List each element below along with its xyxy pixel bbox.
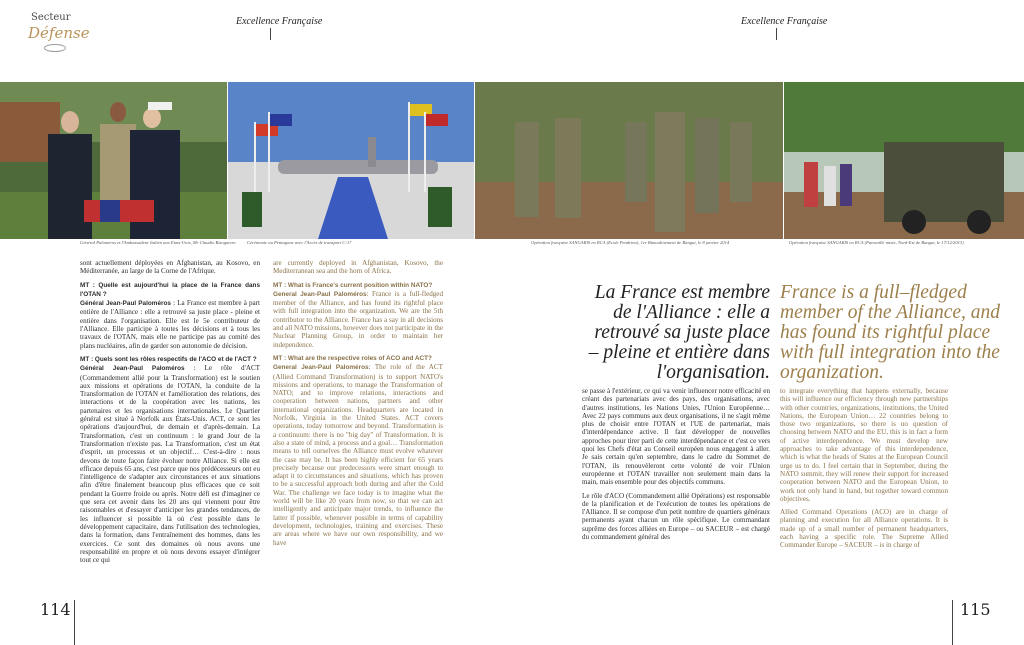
page-number-left: 114 xyxy=(40,600,71,619)
answer-1-speaker: Général Jean-Paul Paloméros xyxy=(80,300,171,308)
photo-armored-vehicle xyxy=(784,82,1024,239)
column-english-right xyxy=(780,387,948,555)
photo-pentagon-ceremony xyxy=(228,82,474,239)
column-french-right xyxy=(582,387,770,546)
photo-handshake xyxy=(0,82,227,239)
question-1-en: MT : What is France's current position within NATO? xyxy=(273,281,433,289)
logo-secteur: Secteur xyxy=(31,12,71,23)
answer-2: : Le rôle d'ACT (Commandement allié pour la Transformation) est le soutien aux missions et opérations de l'OTAN, la conduite de la Transformation de l'OTAN et l'amélioration des relations, des interactions et de la coopération avec les nations, les partenaires et les organisations internationales. Le Quartier général est situé à Norfolk aux États-Unis. ACT, ce sont les opérations d'aujourd'hui, de demain et d'après-demain. La Transformation, c'est un continuum : le grand Jour de la Transformation n'existe pas. La Transformation, c'est un état d'esprit, un processus et un objectif… C'est-à-dire : nous devons de toute façon faire évoluer notre Alliance. Si elle est efficace depuis 65 ans, c'est parce que nos prédécesseurs ont eu l'intelligence de s'adapter aux circonstances et aux situations afin d'être finalement beaucoup plus efficaces que ce soit pendant la Guerre froide ou après. Notre défi est d'imaginer ce que sera cet avenir dans les 20 ans qui viennent pour être raisonnables et d'essayer d'anticiper les grandes tendances, de les influencer si possible là où c'est possible dans le développement capacitaire, dans l'utilisation des technologies, dans la formation, dans l'entraînement des hommes, dans les exercices. Ce sont des domaines où nous avons une responsabilité en propre et où nous devons essayer d'intégrer tout ce qui xyxy=(80,364,261,565)
header-divider-right xyxy=(776,28,777,40)
logo-swirl-icon xyxy=(44,44,66,52)
answer-2-speaker: Général Jean-Paul Paloméros xyxy=(80,365,185,373)
paragraph-fr-right-2: Le rôle d'ACO (Commandement allié Opérations) est responsable de la planification et de l'exécution de toutes les opérations de l'Alliance. Il se compose d'un petit nombre de quartiers généraux permanents ayant chacun un rôle spécifique. Le commandant suprême des forces alliées en Europe – ou SACEUR – est chargé du commandement général des xyxy=(582,491,770,542)
caption-photo-4: Opération française SANGARIS en RCA (Patrouille mixte, Nord-Est de Bangui, le 17/12/2013) xyxy=(789,240,964,245)
answer-1-en: : France is a full-fledged member of the Alliance, and has found its rightful place with full integration into the organization. We are the 5th contributor to the Alliance. France has a say in all decisions and all NATO missions, however does not participate in the Nuclear Planning Group, in order to maintain her independence. xyxy=(273,289,444,349)
caption-photo-2: Cérémonie au Pentagone avec l'Accès de transport C-17 xyxy=(247,240,352,245)
paragraph-intro-en: are currently deployed in Afghanistan, Kosovo, the Mediterranean sea and the horn of Africa. xyxy=(273,259,443,276)
paragraph-en-right-2: Allied Command Operations (ACO) are in charge of planning and execution for all Alliance operations. It is made up of a small number of permanent headquarters, each having a specific role. The Supreme Allied Commander Europe – SACEUR – is in charge of xyxy=(780,508,948,550)
crop-mark-left xyxy=(74,600,75,645)
running-header-left: Excellence Française xyxy=(236,16,323,27)
question-1: MT : Quelle est aujourd'hui la place de la France dans l'OTAN ? xyxy=(80,281,260,298)
question-2: MT : Quels sont les rôles respectifs de l'ACO et de l'ACT ? xyxy=(80,355,257,363)
page-number-right: 115 xyxy=(960,600,991,619)
column-english-left xyxy=(273,259,443,552)
answer-2-speaker-en: General Jean-Paul Paloméros xyxy=(273,364,369,372)
logo-defense: Défense xyxy=(28,24,90,42)
paragraph-intro: sont actuellement déployées en Afghanistan, au Kosovo, en Méditerranée, au large de la Corne de l'Afrique. xyxy=(80,259,260,276)
crop-mark-right xyxy=(952,600,953,645)
caption-photo-1: Général Palomeros et l'Ambassadeur Italien aux Etats-Unis, Mr Claudio Bisogniero xyxy=(80,240,236,245)
answer-2-en: : The role of the ACT (Allied Command Transformation) is to support NATO's missions and operations, to manage the Transformation of NATO; and to improve relations, interactions and cooperation between nations, partners and other international organizations. Headquarters are located in Norfolk, Virginia in the United States. ACT covers operations, today tomorrow and beyond. Transformation is a continuum: there is no "big day" of Transformation. It is also a state of mind, a process and a goal… Transformation means to tell ourselves the Alliance must evolve whatever the case may be. It has been highly efficient for 65 years precisely because our predecessors were smart enough to adapt it to circumstances and situations, which has proven to be a successful approach both during and after the Cold War. The challenge we face today is to imagine what the world will be like 20 years from now, so that we can act intelligently and anticipate major trends, to influence the latter if possible, whenever possible in terms of capability development, technologies, training and exercises. These are areas where we have our own responsibility, and we have xyxy=(273,363,443,547)
question-2-en: MT : What are the respective roles of ACO and ACT? xyxy=(273,354,432,362)
answer-1: : La France est membre à part entière de l'Alliance : elle a retrouvé sa juste place - pleine et entière dans l'organisation. Elle est le 5e contributeur de l'Alliance. Elle participe à toutes les décisions et à tous les travaux de l'OTAN, mais elle ne participe pas au comité des plans nucléaires, afin de garder son autonomie de décision. xyxy=(80,299,261,350)
photo-soldiers-patrol xyxy=(475,82,783,239)
pullquote-french: La France est membre de l'Alliance : elle a retrouvé sa juste place – pleine et entière dans l'organisation. xyxy=(588,282,770,383)
caption-photo-3: Opération française SANGARIS en RCA (Ecole Pendrino), 1er Bimoulinement de Bangui, le 8 janvier 2014 xyxy=(531,240,730,245)
pullquote-english: France is a full–fledged member of the Alliance, and has found its rightful place with full integration into the organization. xyxy=(780,282,1001,383)
paragraph-fr-right-1: se passe à l'extérieur, ce qui va venir influencer notre efficacité en créant des partenariats avec des pays, des organisations, avec d'autres institutions, les Nations Unies, l'Union Européenne… Avec 22 pays communs aux deux organisations, il ne s'agit même plus de choisir entre l'OTAN et l'UE de partenariat, mais d'interdépendance active. Il faut développer de nouvelles approches pour tirer parti de cette interdépendance et c'est ce vers quoi les Chefs d'état au Conseil européen nous engagent à aller. Je sais certain qu'en septembre, dans le cadre du Sommet de l'OTAN, ils renouvèleront cette volonté de voir l'Union européenne et l'OTAN travailler non seulement main dans la main, mais ensemble pour des objectifs communs. xyxy=(582,387,770,487)
answer-1-speaker-en: General Jean-Paul Paloméros xyxy=(273,290,367,298)
running-header-right: Excellence Française xyxy=(741,16,828,27)
column-french-left xyxy=(80,259,260,569)
paragraph-en-right-1: to integrate everything that happens externally, because this will influence our efficiency through new partnerships with other countries, organizations, institutions, the United Nations, the European Union… 22 countries belong to those two organizations, so there is no question of choosing between NATO and the EU, this is in fact a form of active interdependence. We must develop new approaches to take advantage of this interdependence, which is what the heads of States at the European Council urge us to do. I feel certain that in September, during the NATO summit, they will renew their support for increased cooperation between NATO and the European Union, to work not only hand in hand, but together toward common objectives. xyxy=(780,387,948,503)
header-divider-left xyxy=(270,28,271,40)
